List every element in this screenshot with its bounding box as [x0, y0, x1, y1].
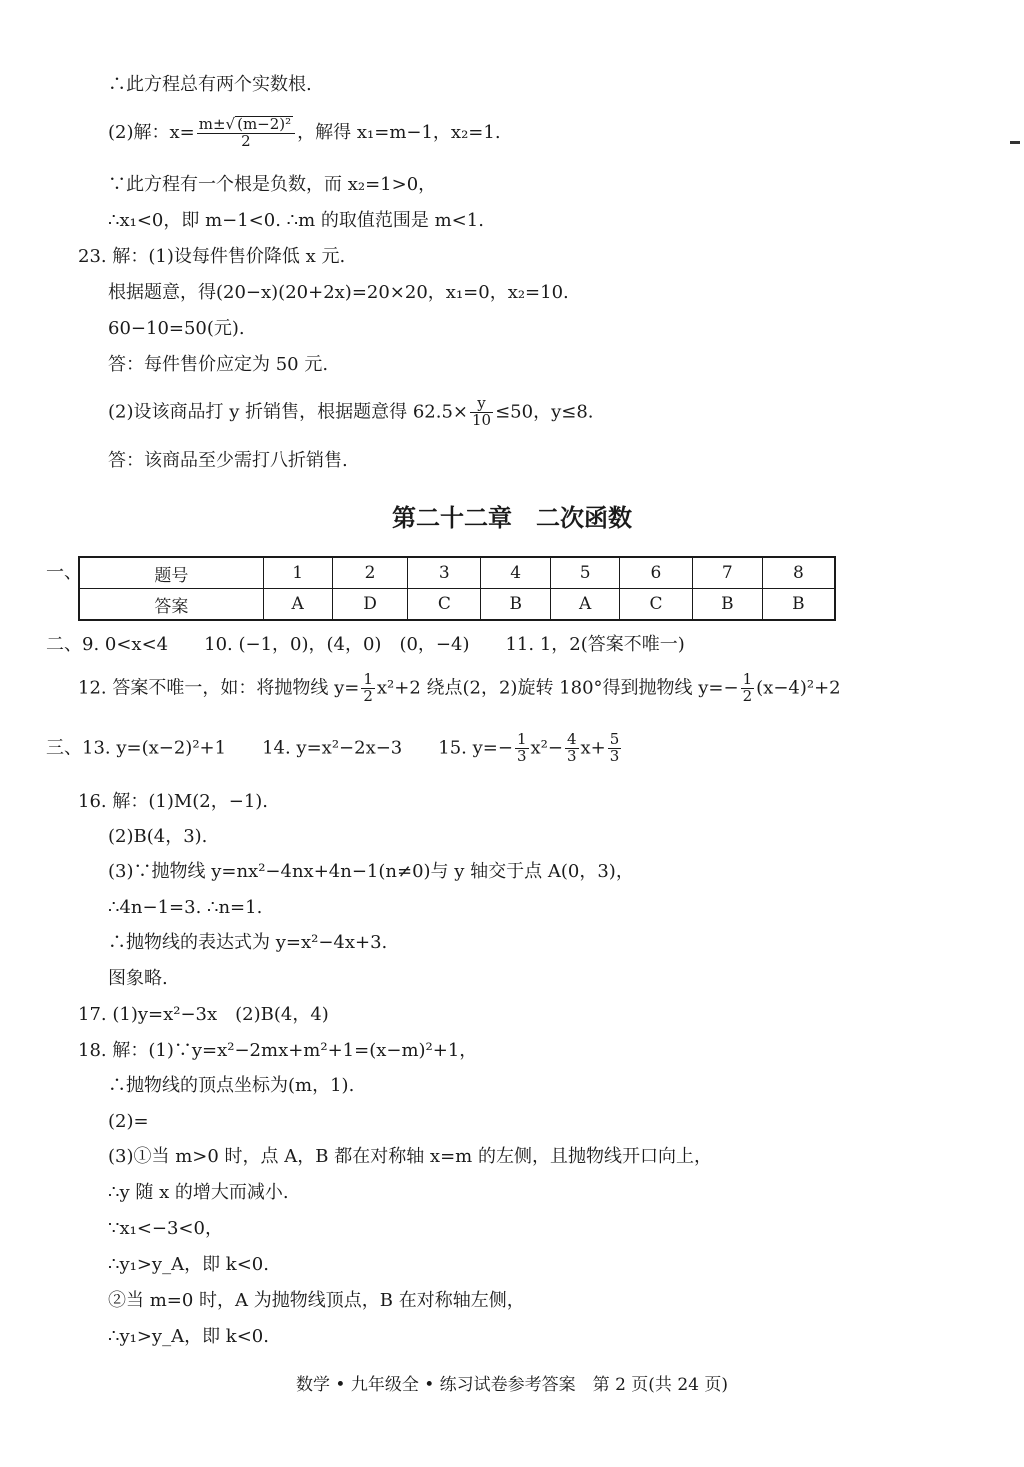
section-1-label: 一、	[46, 562, 82, 583]
formula-prefix: (2)设该商品打 y 折销售，根据题意得 62.5×	[108, 401, 468, 423]
question-number-cell: 6	[620, 557, 693, 589]
fraction-denominator: 3	[516, 746, 527, 765]
formula-suffix: ≤50，y≤8.	[495, 401, 594, 423]
fraction-numerator-a: m±	[198, 115, 226, 133]
answer-cell: B	[692, 589, 762, 621]
text-line: ∴抛物线的顶点坐标为(m，1).	[108, 1075, 355, 1096]
question-16: 16. 解：(1)M(2，−1).	[78, 791, 269, 812]
answer-cell: A	[263, 589, 332, 621]
text-line: ②当 m=0 时，A 为抛物线顶点，B 在对称轴左侧，	[108, 1290, 525, 1311]
answer-cell: C	[620, 589, 693, 621]
text-line: ∴y 随 x 的增大而减小.	[108, 1182, 289, 1203]
fraction-denominator: 2	[363, 686, 373, 705]
fraction-denominator: 3	[566, 746, 577, 765]
table-header-cell: 答案	[79, 589, 263, 621]
fraction-numerator: 1	[516, 730, 527, 748]
q12-middle: x²+2 绕点(2，2)旋转 180°得到抛物线 y=−	[376, 677, 739, 699]
formula-line	[108, 396, 594, 429]
question-number-cell: 4	[481, 557, 551, 589]
half-fraction	[741, 672, 755, 705]
table-header-cell: 题号	[79, 557, 263, 589]
text-line: 答：每件售价应定为 50 元.	[108, 354, 329, 375]
fraction-denominator: 3	[609, 746, 620, 765]
fraction-denominator: 2	[742, 686, 753, 705]
fraction	[515, 732, 529, 765]
text-line: 答：该商品至少需打八折销售.	[108, 450, 348, 471]
text-line: 图象略.	[108, 968, 168, 989]
q13-15-text: 三、13. y=(x−2)²+1 14. y=x²−2x−3 15. y=−	[46, 737, 513, 759]
text-line: 根据题意，得(20−x)(20+2x)=20×20，x₁=0，x₂=10.	[108, 282, 569, 303]
fraction-numerator: 1	[742, 670, 753, 688]
fraction-denominator: 10	[472, 410, 492, 429]
term: x+	[580, 737, 606, 759]
chapter-title: 第二十二章 二次函数	[392, 504, 632, 532]
text-line: ∴4n−1=3. ∴n=1.	[108, 897, 263, 918]
formula-suffix: ，解得 x₁=m−1，x₂=1.	[297, 121, 501, 143]
edge-mark	[1010, 141, 1020, 144]
question-number-cell: 5	[551, 557, 620, 589]
fraction-numerator: 4	[566, 730, 577, 748]
section-2-answers: 二、9. 0<x<4 10. (−1，0)，(4，0) (0，−4) 11. 1，2(答案不唯一)	[46, 634, 685, 655]
term: x²−	[530, 737, 563, 759]
text-line: ∴y₁>y_A，即 k<0.	[108, 1254, 269, 1275]
text-line: ∴抛物线的表达式为 y=x²−4x+3.	[108, 932, 388, 953]
q12-suffix: (x−4)²+2	[756, 677, 841, 699]
text-line: ∴此方程总有两个实数根.	[108, 74, 312, 95]
question-number-cell: 8	[762, 557, 835, 589]
answer-cell: D	[332, 589, 408, 621]
quadratic-formula-fraction: $\frac{\text{m±√ (m−2)²}}{2}$	[197, 116, 295, 150]
text-line: (3)①当 m>0 时，点 A，B 都在对称轴 x=m 的左侧，且抛物线开口向上，	[108, 1146, 712, 1167]
answer-cell: B	[481, 589, 551, 621]
fraction-numerator: 1	[363, 670, 373, 688]
text-line: ∴x₁<0，即 m−1<0. ∴m 的取值范围是 m<1.	[108, 210, 484, 231]
formula-line	[108, 116, 501, 150]
answer-cell: A	[551, 589, 620, 621]
question-23: 23. 解：(1)设每件售价降低 x 元.	[78, 246, 346, 267]
question-number-cell: 3	[408, 557, 481, 589]
text-line: (3)∵抛物线 y=nx²−4nx+4n−1(n≠0)与 y 轴交于点 A(0，3)，	[108, 861, 634, 882]
section-3-answers	[46, 732, 623, 765]
answer-table	[78, 556, 836, 621]
half-fraction	[361, 672, 375, 705]
formula-prefix: (2)解：x=	[108, 121, 195, 143]
radicand: (m−2)²	[237, 115, 292, 133]
text-line: 60−10=50(元).	[108, 318, 245, 339]
question-number-cell: 7	[692, 557, 762, 589]
y-over-10-fraction	[470, 396, 493, 429]
question-18: 18. 解：(1)∵y=x²−2mx+m²+1=(x−m)²+1，	[78, 1040, 478, 1061]
text-line: ∵此方程有一个根是负数，而 x₂=1>0，	[108, 174, 437, 195]
table-row	[79, 589, 835, 621]
q12-prefix: 12. 答案不唯一，如：将抛物线 y=	[78, 677, 360, 699]
table-row	[79, 557, 835, 589]
fraction-denominator: 2	[241, 131, 251, 150]
question-17: 17. (1)y=x²−3x (2)B(4，4)	[78, 1004, 329, 1025]
page-footer: 数学 • 九年级全 • 练习试卷参考答案 第 2 页(共 24 页)	[296, 1375, 728, 1395]
text-line: (2)=	[108, 1111, 149, 1132]
text-line: ∵x₁<−3<0，	[108, 1218, 223, 1239]
question-number-cell: 2	[332, 557, 408, 589]
fraction-numerator: 5	[609, 730, 620, 748]
fraction	[608, 732, 622, 765]
text-line: (2)B(4，3).	[108, 826, 208, 847]
answer-cell: C	[408, 589, 481, 621]
fraction	[565, 732, 579, 765]
answer-cell: B	[762, 589, 835, 621]
fraction-numerator: y	[470, 396, 493, 413]
text-line: ∴y₁>y_A，即 k<0.	[108, 1326, 269, 1347]
question-12	[78, 672, 841, 705]
question-number-cell: 1	[263, 557, 332, 589]
